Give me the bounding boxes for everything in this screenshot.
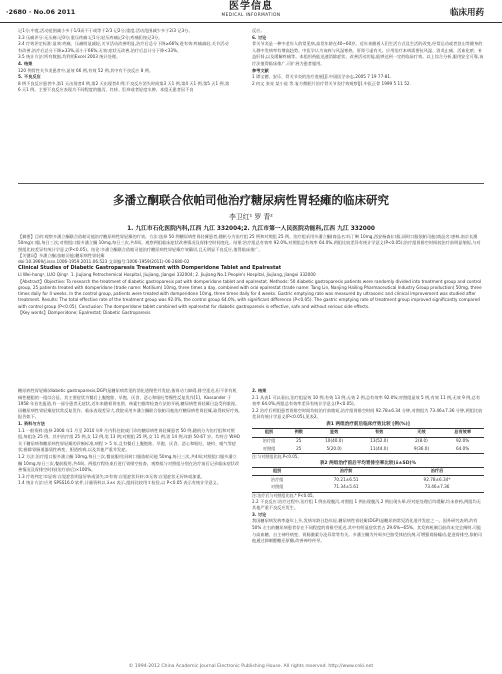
table-cell: 10(40.0) (325, 438, 344, 444)
article-affiliation: 1. 九江市石化医院内科,江西 九江 332004;2. 九江市第一人民医院功能科,江西 九江 332000 (127, 226, 375, 232)
table-row (252, 476, 484, 484)
table-cell: 25 (296, 438, 302, 444)
section-heading: 1. 资料与方法 (18, 420, 45, 426)
article-title: 多潘立酮联合依帕司他治疗糖尿病性胃轻瘫的临床研究 (113, 193, 389, 207)
paragraph: 1.1 一般资料:选择 2008 年1 月至 2010 年9 月内科住院或门诊的糖尿病性胃轻瘫患者 50 例,随机分为治疗组和对照组,每组各 25 例。其中治疗组 25 例,女 12 例,男 13 例;对照组 25 例,女 11 例,男 14 例,年龄 50-67 岁。均符合 WHO 关于糖尿病和糖尿病性胃轻瘫的诊断标准,病程 > 5 年,且有餐后上腹饱胀、早饱、厌食、恶心和呕吐、烧灼、嗳气等症状;排除胃肠道器质性病变、胆道疾病,以及其他严重并发症。 (18, 427, 240, 453)
table2-note: 注:治疗后与对照组比较,* P<0.05。 (252, 492, 317, 498)
keywords-cn: 【关键词】多潘立酮;依帕司他;糖尿病性胃轻瘫 (18, 252, 105, 258)
paragraph: 1.2 方法:治疗组口服多潘立酮 10mg,每日三次,餐前服用;同时口服依帕司他 50mg,每日三次,共4周;对照组口服多潘立酮 10mg,每日三次,餐前服用,共4周。两组疗程结束后进行胃排空检查。观察组与对照组分别在治疗前后记录临床症状改善情况及胃排空时间(治疗前后)×100%。 (18, 453, 240, 473)
journal-title-en: MEDICAL INFORMATION (221, 12, 281, 17)
paragraph: 1.3 疗效判定:①显效:自觉症状明显好转或消失;②有效:自觉症状好转;③无效:自觉症状无好转或加重。 (18, 473, 205, 479)
journal-title (190, 1, 312, 18)
section-heading: 5. 不良反应 (18, 74, 41, 80)
table-header-cell: 显效 (329, 429, 339, 435)
journal-title-cn: 医学信息 (229, 1, 273, 12)
column-name: 临床用药 (449, 8, 484, 18)
table-cell: 64.0% (455, 445, 470, 451)
prev-article-right-column (252, 28, 484, 87)
issue-number: ·2680 · No.06 2011 (6, 8, 76, 16)
table2-title: 表2 两组治疗前后平均胃排空率比较(x̄±SD)% (319, 460, 417, 466)
table-header-cell: 有效 (374, 429, 384, 435)
copyright-footer: © 1994-2012 China Academic Journal Electronic Publishing House. All rights reserved. http://www.cnki.net (128, 664, 374, 669)
paragraph: 骨关节炎是一种中老年人的常见病,高发年龄在40~60岁。近年来随着人们生活方式及生活的改变,经常运动或者登山等健身的人群中发病率有增高趋势。中医学认为该病与风湿寒热、肝肾亏虚有关。应用治疗本病需要抗风湿、消炎止痛、活血化瘀、补益肝肾,以及缓解疼痛等。本组用药能迅速消除症状、改善活动功能,能够达到一定的临床疗效。以上综合分析,服用安全可靠,该疗法值得临床推广,可扩展为患者服用。 (252, 41, 484, 66)
paragraph: 1.4 统计方法:应用 SPSS16.0 软件,计量资料以 x̄±s 表示,组间比较用 t 检验,以 P<0.05 表示有统计学意义。 (18, 480, 222, 486)
paragraph: 3.5 统计方法:所有数据,均利用Excel 2003 统计处理。 (18, 54, 121, 60)
table-cell: 5(20.0) (326, 445, 342, 451)
table-row (252, 437, 484, 445)
article-title-en: Clinical Studies of Diabetic Gastroparesis Treatment with Domperidone Tablet and Epalrestat (18, 265, 282, 272)
table2 (252, 467, 484, 493)
table-cell: 25 (296, 445, 302, 451)
doi-line: doi:10.3969/j.issn.1006-1959.2011.06.523 文章编号:1006-1959(2011)-06-2680-02 (18, 259, 190, 265)
table-header-cell: 组别 (264, 429, 274, 435)
table-cell: 13(52.0) (370, 438, 389, 444)
table-cell: 治疗组 (262, 438, 276, 444)
paragraph: 2.2 治疗后两组患者胃排空时间均较治疗前缩短,治疗组胃排空时间 92.78±6.34 分钟,对照组为 73.46±7.36 分钟,两组比较差异有统计学意义(P<0.05),见表2。 (252, 407, 483, 420)
table-cell: 2(8.0) (415, 438, 428, 444)
table-header-row (252, 467, 484, 476)
prev-article-left-column (18, 28, 230, 94)
reference-item: 2 何文 张亮 某小说 等.复方熊胆片治疗骨关节炎疗效观察[J].中医正骨 1999 5 11 52. (252, 80, 411, 86)
paragraph: 2.1 从表1 可以看出,治疗组显效 10 例,有效 13 例,无效 2 例,总有效率 92.0%;对照组显效 5 例,有效 11 例,无效 9 例,总有效率 64.0%,两组总有效率差异有统计学意义(P<0.05)。 (252, 394, 481, 407)
table-cell: 92.0% (455, 438, 470, 444)
paragraph: 糖尿病性胃轻瘫(diabetic gastroparesis,DGP)是糖尿病常见的消化道慢性并发症,指胃动力障碍,排空延迟,但不伴有机械性梗阻的一组综合征。其主要症状为餐后上腹饱胀、早饱、厌食、恶心和呕吐等慢性反复发作[1]。Kassander 于1958 年首先报道,有一部分患者无症状,近年来随着胃电图、核素扫描等检查方法的开展,糖尿病性胃轻瘫日益受到重视。因糖尿病性胃轻瘫症状常反复发作、临床表现差异大,我院采用多潘立酮联合依帕司他治疗糖尿病性胃轻瘫,取得较好疗效,报告如下。 (18, 388, 240, 420)
section-heading: 2. 结果 (252, 388, 267, 393)
table-header-cell: 组别 (272, 468, 282, 474)
table-cell: 对照组 (270, 484, 284, 490)
table1-title: 表1 两组治疗前后临床疗效比较 [例(%)] (326, 421, 410, 427)
reference-item: 1 谭宝德、安乐、骨关节炎的治疗进展[J].中国医学杂志,2005 7 19 77-81. (252, 74, 392, 80)
table-cell: 73.46±7.36 (424, 484, 450, 490)
paragraph: 我国糖尿病发病率逐年上升,发病年龄日趋年轻,糖尿病性胃轻瘫(DGP)是糖尿病常见消化道并发症之一。国外研究表明,约有 50% 左右的糖尿病患者存在不同程度的胃排空延迟,其中有明显症状者占 29.6%~65%。其发病机制目前尚未完全阐明,可能与高血糖、自主神经病变、胃肠激素分泌异常等有关。多潘立酮为外周多巴胺受体拮抗剂,可增强胃肠蠕动,促进胃排空,依帕司他通过抑制醛糖还原酶,改善神经传导。 (252, 518, 483, 544)
table-cell: 71.34±5.61 (333, 484, 359, 490)
article-authors: 李卫红¹ 罗 青² (229, 213, 273, 221)
table-cell: 92.78±6.34* (423, 476, 451, 482)
paragraph: 记1分;中度,活动范围减小多于1/3而不于或等于2/3 记2分;重度,活动范围减少多于2/3 记3分。 (18, 28, 193, 33)
journal-header (0, 0, 502, 23)
paragraph: 3.3 压痛评分:无压痛:记0分;重压疼痛:记1分;轻压疼痛记2分;疼痛拒按记3分。 (18, 34, 163, 40)
references-heading: 参考文献 (252, 67, 269, 73)
authors-en: LI Wei-hong¹, LUO Qing². 1. Jiujiang Petrochemical Hospital, Jiujiang, Jiangxi 332004; 2. Jiujiang No.1 People's Hospital, Jiujiang, Jiangxi 332000 (18, 272, 316, 278)
table-cell: 70.21±6.51 (333, 476, 359, 482)
section-heading: 4. 结果 (18, 60, 33, 66)
table-header-cell: 治疗前 (339, 468, 353, 474)
table-row (252, 445, 484, 453)
paragraph: 8 例不良反应患者中,第1 天出现者4 例,第2 天出现者4 例;不良反应消失时间第3 天1 例,第4 天1 例,第5 天1 例,第6 天1 例。主要不良反应表现为不同程度的腹泻、红疹、肛痒或者轻度水肿。本组无患者因不良 (18, 80, 230, 93)
paragraph: 2.2 不良反应:治疗过程中,治疗组 1 例出现腹泻,对照组 1 例出现腹泻,2 例出现头晕,经对症处理后均缓解,均未停药,两组均无其他严重不良反应发生。 (252, 498, 481, 511)
table-cell: 11(44.0) (370, 445, 389, 451)
table-cell: 9(36.0) (413, 445, 430, 451)
section-divider (18, 183, 484, 184)
abstract-en: 【Abstract】Objective: To research the treatment of diabetic gastroparesis pat with domperidone tablet and epalrestat. Methods: 50 diabetic gastroparesis patients were randomly divided into treatment group and control group, 25 patients treated with domperidone (trade name: Motilium) 10mg, three times a day, combined with oral epalrestat (trade name: Tang Lin, Nanjing Hailing Pharmaceutical Industry Group production) 50mg, three times daily for 4 weeks. In the control group, patients were treated with domperidone 10mg, three times daily for 4 weeks. Gastric emptying rate was measured by ultrasonic and clinical improvement was studied after treatment. Results: The total effective rate of the treatment group was 92.0%, the control group 64.0%, with significant difference (P<0.05). The gastric emptying rate of treatment group improved significantly compared with control group (P<0.05). Conclusion: The domperidone tablet combined with epalrestat for diabetic gastroparesis is effective, safe and without serious side effects. (18, 278, 482, 309)
section-heading: 3. 讨论 (252, 511, 267, 517)
table-header-cell: 总有效率 (454, 429, 472, 435)
table-row (252, 484, 484, 492)
table-header-cell: 治疗后 (430, 468, 444, 474)
table-cell: 对照组 (262, 445, 276, 451)
paragraph: 反应。 (252, 28, 265, 33)
table-cell: 治疗组 (270, 476, 284, 482)
table1-note: 注:与对照组比较,P<0.05。 (252, 453, 302, 459)
body-left-column (18, 388, 240, 487)
section-heading: 6. 讨论 (252, 34, 267, 40)
table-header-row (252, 428, 484, 437)
body-right-column (252, 388, 484, 545)
table1 (252, 428, 484, 454)
table-header-cell: 例数 (294, 429, 303, 435)
keywords-en: 【Key words】Domperidone; Epalrestat; Diabetic Gastroparesis (18, 310, 151, 316)
table-header-cell: 无效 (417, 429, 426, 435)
abstract-cn: 【摘要】目的:观察多潘立酮联合依帕司他治疗糖尿病性胃轻瘫的疗效。方法:选择 50 例糖尿病性胃轻瘫患者,随机分为治疗组 25 例和对照组 25 例。治疗组采用多潘立酮(商品名:吗丁啉 10mg,西安杨森)口服,同时口服依帕司他(商品名:唐林,南京长澳 50mg)口服,每日三次;对照组口服多潘立酮 10mg,每日三次,共4周。观察两组临床症状改善情况及胃排空时间变化。结果:治疗组总有效率 92.0%,对照组总有效率 64.0%,两组比较差异有统计学意义(P<0.05);治疗组胃排空时间较治疗前明显缩短,与对照组比较差异有统计学意义(P<0.05)。结论:多潘立酮联合依帕司他治疗糖尿病性胃轻瘫疗效确切,且无明显不良反应,值得临床推广。 (18, 234, 481, 252)
abstract-block (18, 234, 484, 316)
paragraph: 3.4 疗效评定标准:显效:疼痛、压痛明显减轻,关节活动改善明显,治疗后总分下降≥66%;进有效:疼痛减轻,关节活动有改善,治疗后总分下降≥33%,而小于66%;无效:症状无改善,治疗后总计分下降<33%。 (18, 41, 229, 53)
paragraph: 120 例骨性关节炎患者中,显效 66 例,有效 52 例,其中有不良反应 8 例。 (18, 67, 154, 73)
